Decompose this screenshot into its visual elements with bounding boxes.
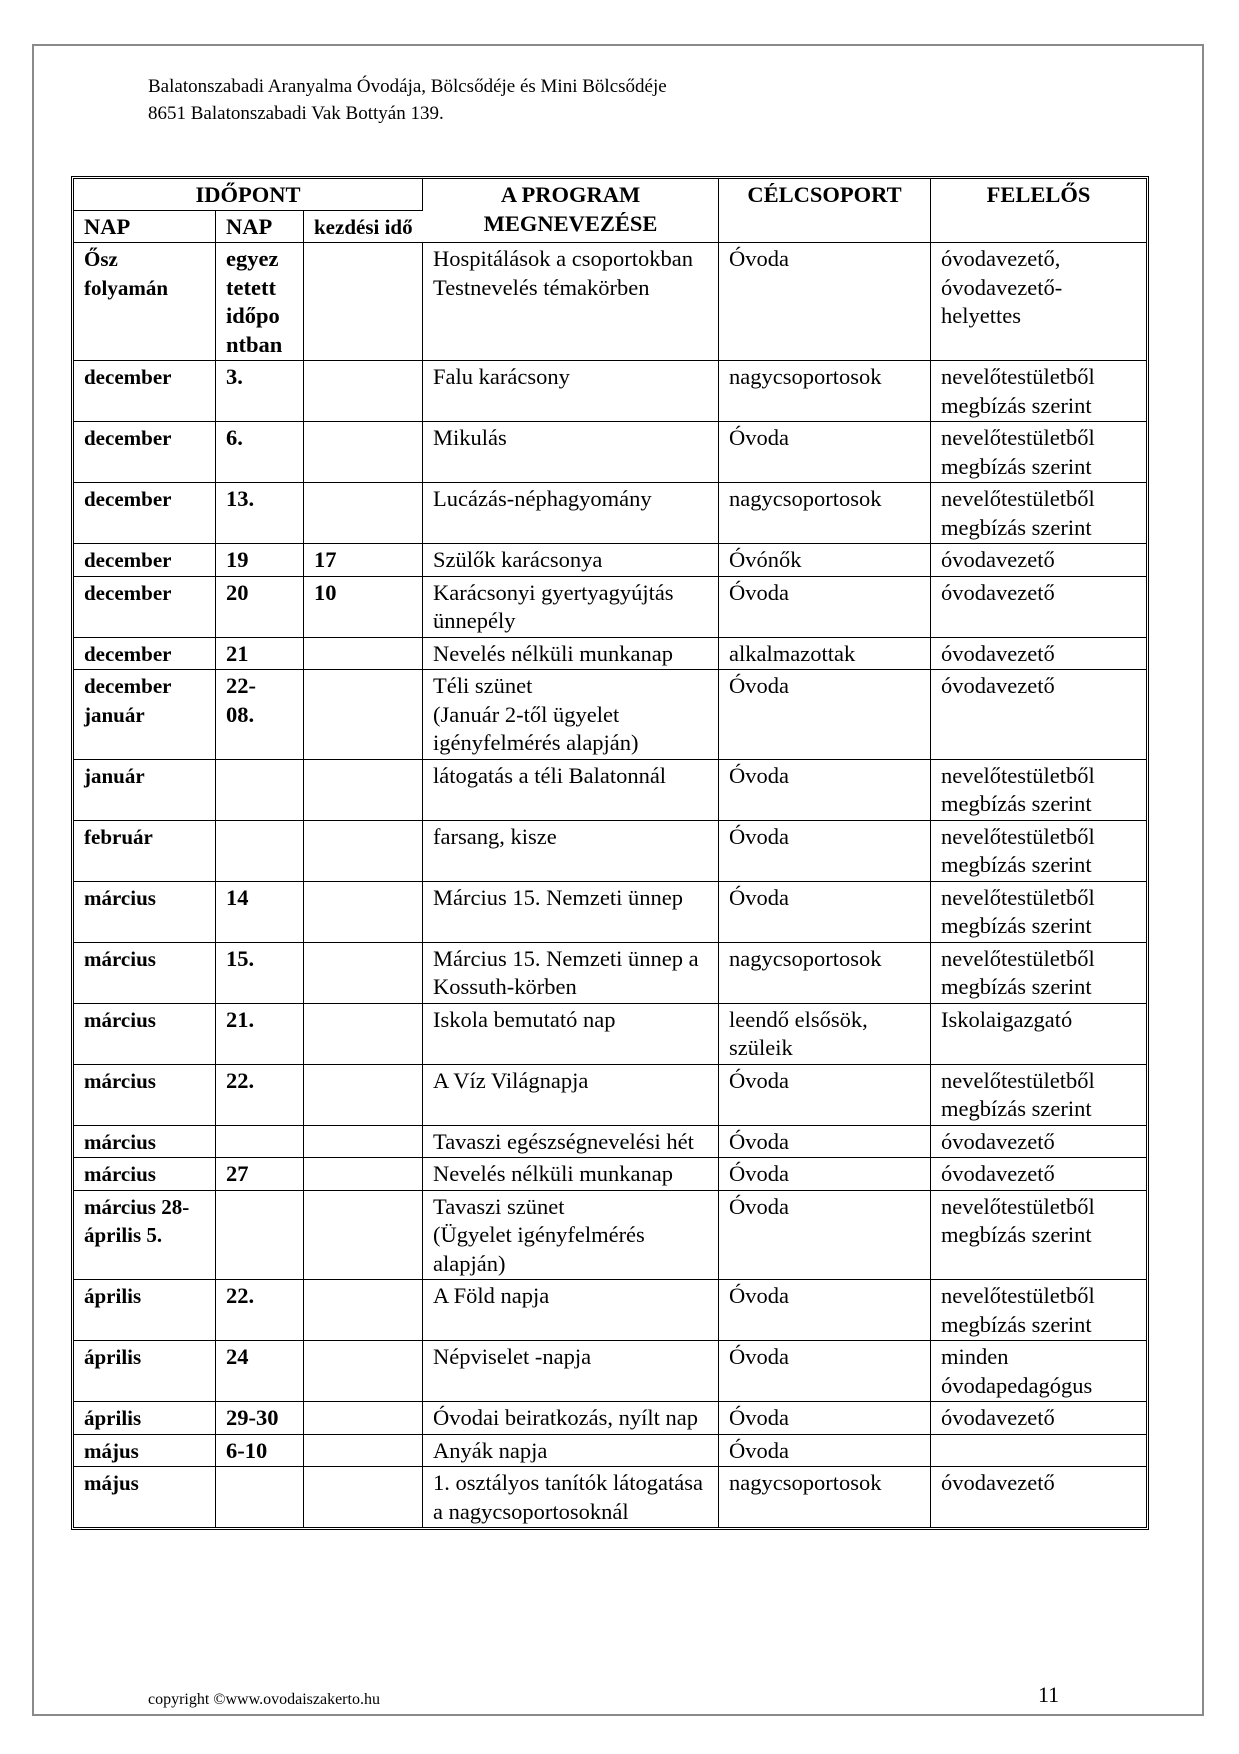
cell-target-group: Óvoda bbox=[719, 882, 931, 943]
cell-target-group: alkalmazottak bbox=[719, 638, 931, 671]
cell-responsible: óvodavezető bbox=[931, 544, 1146, 577]
program-schedule-table bbox=[71, 176, 1149, 1530]
table-row bbox=[74, 1435, 1146, 1468]
cell-target-group: Óvoda bbox=[719, 1402, 931, 1435]
cell-responsible: nevelőtestületből megbízás szerint bbox=[931, 760, 1146, 821]
cell-target-group: nagycsoportosok bbox=[719, 483, 931, 544]
schedule-body bbox=[74, 243, 1146, 1527]
cell-target-group: Óvoda bbox=[719, 1280, 931, 1341]
table-row bbox=[74, 483, 1146, 544]
table-row bbox=[74, 943, 1146, 1004]
cell-program: A Víz Világnapja bbox=[423, 1065, 719, 1126]
institution-address: 8651 Balatonszabadi Vak Bottyán 139. bbox=[148, 103, 444, 124]
cell-start-time bbox=[304, 483, 423, 544]
cell-day: 20 bbox=[216, 577, 304, 638]
cell-start-time bbox=[304, 1402, 423, 1435]
cell-day: 6-10 bbox=[216, 1435, 304, 1468]
header-nap-day: NAP bbox=[216, 211, 304, 244]
cell-start-time bbox=[304, 1004, 423, 1065]
header-kezdesi-ido: kezdési idő bbox=[304, 211, 423, 244]
cell-day: 6. bbox=[216, 422, 304, 483]
cell-target-group: Óvoda bbox=[719, 1065, 931, 1126]
cell-month: május bbox=[74, 1435, 216, 1468]
cell-program: A Föld napja bbox=[423, 1280, 719, 1341]
cell-start-time bbox=[304, 821, 423, 882]
cell-month: december bbox=[74, 638, 216, 671]
cell-target-group: nagycsoportosok bbox=[719, 943, 931, 1004]
cell-responsible: nevelőtestületből megbízás szerint bbox=[931, 422, 1146, 483]
cell-month: március bbox=[74, 1126, 216, 1159]
cell-month: december január bbox=[74, 670, 216, 760]
cell-target-group: Óvoda bbox=[719, 821, 931, 882]
cell-program: Hospitálások a csoportokban Testnevelés témakörben bbox=[423, 243, 719, 361]
cell-target-group: nagycsoportosok bbox=[719, 361, 931, 422]
cell-start-time bbox=[304, 361, 423, 422]
cell-month: december bbox=[74, 361, 216, 422]
cell-responsible: óvodavezető bbox=[931, 670, 1146, 760]
cell-month: március bbox=[74, 943, 216, 1004]
header-program: A PROGRAM MEGNEVEZÉSE bbox=[423, 179, 719, 243]
table-row bbox=[74, 1065, 1146, 1126]
cell-start-time bbox=[304, 1191, 423, 1281]
cell-start-time bbox=[304, 243, 423, 361]
cell-month: április bbox=[74, 1341, 216, 1402]
cell-responsible: nevelőtestületből megbízás szerint bbox=[931, 361, 1146, 422]
cell-start-time bbox=[304, 1158, 423, 1191]
cell-target-group: Óvoda bbox=[719, 1191, 931, 1281]
cell-responsible: nevelőtestületből megbízás szerint bbox=[931, 1065, 1146, 1126]
cell-month: december bbox=[74, 422, 216, 483]
cell-month: március bbox=[74, 1004, 216, 1065]
footer-copyright: copyright ©www.ovodaiszakerto.hu bbox=[148, 1691, 380, 1708]
cell-target-group: leendő elsősök, szüleik bbox=[719, 1004, 931, 1065]
cell-target-group: Óvónők bbox=[719, 544, 931, 577]
table-row bbox=[74, 361, 1146, 422]
header-felelos: FELELŐS bbox=[931, 179, 1146, 243]
cell-program: Téli szünet (Január 2-től ügyelet igényfelmérés alapján) bbox=[423, 670, 719, 760]
cell-day: 22. bbox=[216, 1065, 304, 1126]
cell-responsible: nevelőtestületből megbízás szerint bbox=[931, 943, 1146, 1004]
table-row bbox=[74, 670, 1146, 760]
table-row bbox=[74, 1467, 1146, 1527]
table-row bbox=[74, 243, 1146, 361]
cell-day: 3. bbox=[216, 361, 304, 422]
cell-month: december bbox=[74, 544, 216, 577]
cell-day: 22- 08. bbox=[216, 670, 304, 760]
table-row bbox=[74, 760, 1146, 821]
cell-start-time bbox=[304, 638, 423, 671]
document-header bbox=[148, 73, 667, 127]
cell-day bbox=[216, 760, 304, 821]
cell-month: december bbox=[74, 577, 216, 638]
cell-program: Óvodai beiratkozás, nyílt nap bbox=[423, 1402, 719, 1435]
table-row bbox=[74, 1126, 1146, 1159]
cell-month: április bbox=[74, 1402, 216, 1435]
cell-start-time bbox=[304, 882, 423, 943]
header-celcsoport: CÉLCSOPORT bbox=[719, 179, 931, 243]
cell-day: 29-30 bbox=[216, 1402, 304, 1435]
table-row bbox=[74, 821, 1146, 882]
cell-program: Nevelés nélküli munkanap bbox=[423, 638, 719, 671]
cell-start-time bbox=[304, 1435, 423, 1468]
cell-responsible: nevelőtestületből megbízás szerint bbox=[931, 1280, 1146, 1341]
cell-month: március bbox=[74, 882, 216, 943]
cell-start-time bbox=[304, 422, 423, 483]
cell-target-group: Óvoda bbox=[719, 577, 931, 638]
cell-responsible: óvodavezető bbox=[931, 577, 1146, 638]
table-row bbox=[74, 577, 1146, 638]
table-row bbox=[74, 1341, 1146, 1402]
cell-program: látogatás a téli Balatonnál bbox=[423, 760, 719, 821]
table-row bbox=[74, 422, 1146, 483]
cell-target-group: Óvoda bbox=[719, 760, 931, 821]
cell-day: 21 bbox=[216, 638, 304, 671]
cell-target-group: Óvoda bbox=[719, 1435, 931, 1468]
cell-day: 15. bbox=[216, 943, 304, 1004]
cell-program: Nevelés nélküli munkanap bbox=[423, 1158, 719, 1191]
cell-start-time bbox=[304, 1280, 423, 1341]
cell-responsible: nevelőtestületből megbízás szerint bbox=[931, 821, 1146, 882]
cell-program: Népviselet -napja bbox=[423, 1341, 719, 1402]
cell-responsible: nevelőtestületből megbízás szerint bbox=[931, 882, 1146, 943]
cell-program: Anyák napja bbox=[423, 1435, 719, 1468]
table-row bbox=[74, 1280, 1146, 1341]
cell-responsible: óvodavezető bbox=[931, 638, 1146, 671]
cell-program: Lucázás-néphagyomány bbox=[423, 483, 719, 544]
cell-program: Iskola bemutató nap bbox=[423, 1004, 719, 1065]
cell-responsible: minden óvodapedagógus bbox=[931, 1341, 1146, 1402]
cell-day: 14 bbox=[216, 882, 304, 943]
cell-day: egyez tetett időpo ntban bbox=[216, 243, 304, 361]
cell-responsible: Iskolaigazgató bbox=[931, 1004, 1146, 1065]
cell-program: Falu karácsony bbox=[423, 361, 719, 422]
cell-program: Tavaszi szünet (Ügyelet igényfelmérés alapján) bbox=[423, 1191, 719, 1281]
cell-day: 27 bbox=[216, 1158, 304, 1191]
table-row bbox=[74, 1402, 1146, 1435]
cell-day bbox=[216, 1126, 304, 1159]
cell-day: 22. bbox=[216, 1280, 304, 1341]
cell-month: március 28- április 5. bbox=[74, 1191, 216, 1281]
cell-program: Szülők karácsonya bbox=[423, 544, 719, 577]
cell-responsible: nevelőtestületből megbízás szerint bbox=[931, 483, 1146, 544]
table-row bbox=[74, 638, 1146, 671]
cell-target-group: Óvoda bbox=[719, 1341, 931, 1402]
table-row bbox=[74, 882, 1146, 943]
cell-start-time bbox=[304, 1065, 423, 1126]
cell-responsible: óvodavezető bbox=[931, 1158, 1146, 1191]
table-row bbox=[74, 544, 1146, 577]
cell-start-time: 10 bbox=[304, 577, 423, 638]
cell-month: május bbox=[74, 1467, 216, 1527]
cell-start-time bbox=[304, 760, 423, 821]
cell-program: Karácsonyi gyertyagyújtás ünnepély bbox=[423, 577, 719, 638]
cell-day: 13. bbox=[216, 483, 304, 544]
cell-day: 19 bbox=[216, 544, 304, 577]
cell-start-time: 17 bbox=[304, 544, 423, 577]
cell-target-group: nagycsoportosok bbox=[719, 1467, 931, 1527]
cell-month: március bbox=[74, 1158, 216, 1191]
cell-program: Tavaszi egészségnevelési hét bbox=[423, 1126, 719, 1159]
cell-program: Március 15. Nemzeti ünnep a Kossuth-körben bbox=[423, 943, 719, 1004]
cell-responsible: óvodavezető bbox=[941, 1470, 1055, 1495]
cell-day: 21. bbox=[216, 1004, 304, 1065]
cell-program: 1. osztályos tanítók látogatása a nagycsoportosoknál bbox=[423, 1467, 719, 1527]
cell-day bbox=[216, 1191, 304, 1281]
cell-start-time bbox=[304, 943, 423, 1004]
cell-month: december bbox=[74, 483, 216, 544]
cell-month: Ősz folyamán bbox=[74, 243, 216, 361]
cell-target-group: Óvoda bbox=[719, 243, 931, 361]
cell-start-time bbox=[304, 1341, 423, 1402]
cell-day: 24 bbox=[216, 1341, 304, 1402]
table-row bbox=[74, 1158, 1146, 1191]
cell-responsible bbox=[931, 1435, 1146, 1468]
cell-responsible: óvodavezető, óvodavezető-helyettes bbox=[931, 243, 1146, 361]
cell-day bbox=[216, 1467, 304, 1527]
page-number: 11 bbox=[1038, 1682, 1060, 1707]
cell-program: Mikulás bbox=[423, 422, 719, 483]
header-nap-month: NAP bbox=[74, 211, 216, 244]
cell-day bbox=[216, 821, 304, 882]
cell-month: március bbox=[74, 1065, 216, 1126]
program-schedule-table-wrapper bbox=[71, 176, 1143, 1530]
table-row bbox=[74, 1004, 1146, 1065]
cell-target-group: Óvoda bbox=[719, 670, 931, 760]
cell-month: február bbox=[74, 821, 216, 882]
cell-responsible: nevelőtestületből megbízás szerint bbox=[931, 1191, 1146, 1281]
cell-start-time bbox=[304, 1126, 423, 1159]
cell-month: január bbox=[74, 760, 216, 821]
cell-start-time bbox=[304, 670, 423, 760]
cell-target-group: Óvoda bbox=[719, 1158, 931, 1191]
institution-name: Balatonszabadi Aranyalma Óvodája, Bölcsődéje és Mini Bölcsődéje bbox=[148, 76, 667, 97]
header-row-top bbox=[74, 179, 1146, 211]
table-row bbox=[74, 1191, 1146, 1281]
cell-start-time bbox=[304, 1467, 423, 1527]
cell-responsible: óvodavezető bbox=[931, 1126, 1146, 1159]
header-idopont: IDŐPONT bbox=[74, 179, 423, 211]
cell-target-group: Óvoda bbox=[719, 422, 931, 483]
cell-target-group: Óvoda bbox=[719, 1126, 931, 1159]
cell-month: április bbox=[74, 1280, 216, 1341]
cell-program: farsang, kisze bbox=[423, 821, 719, 882]
cell-responsible: óvodavezető bbox=[931, 1402, 1146, 1435]
cell-program: Március 15. Nemzeti ünnep bbox=[423, 882, 719, 943]
